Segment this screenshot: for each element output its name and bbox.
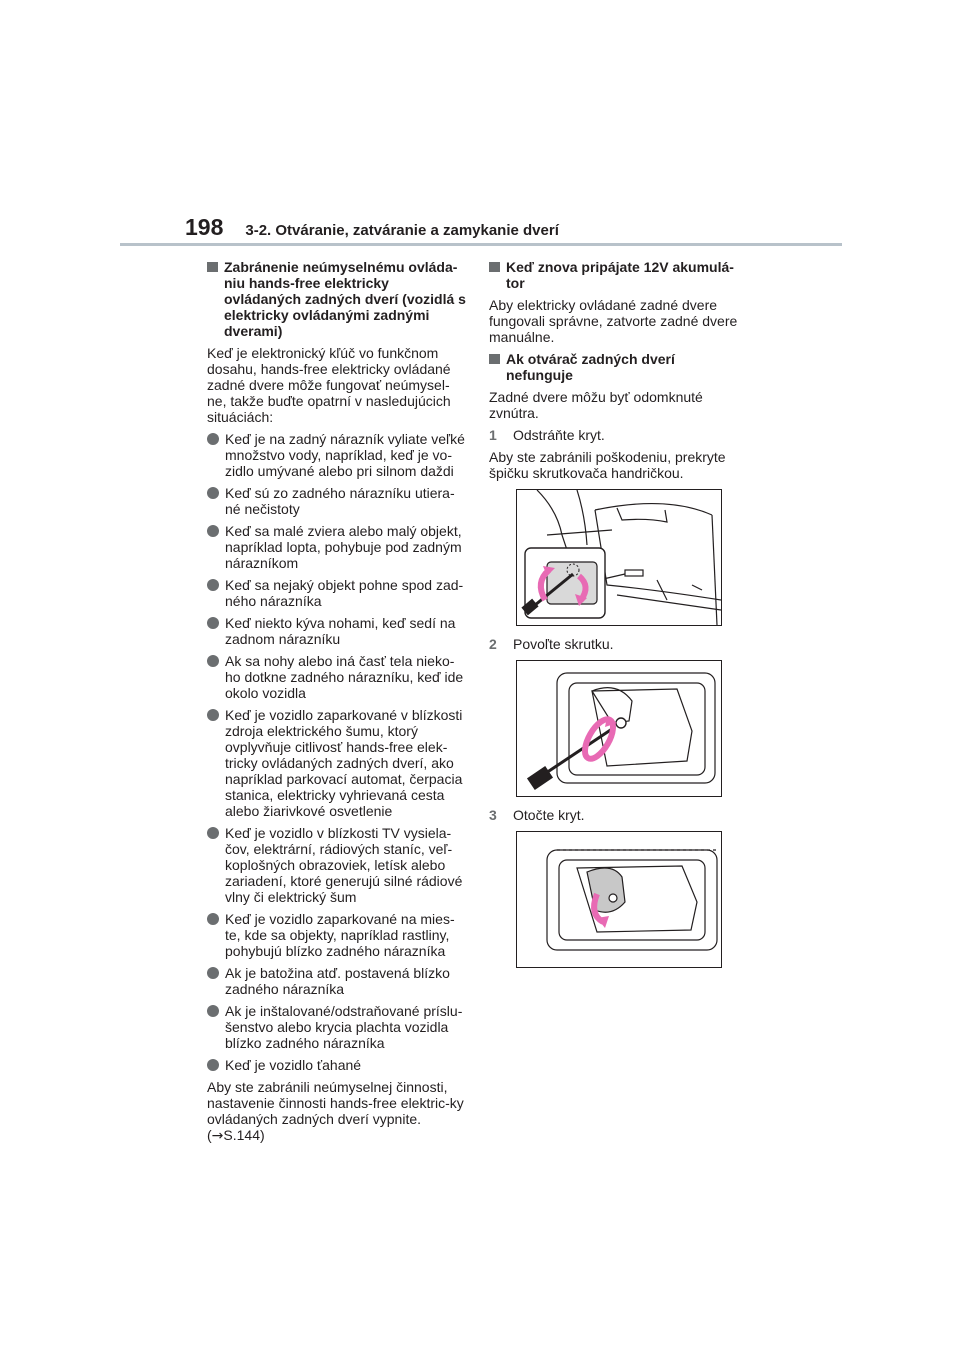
round-bullet-icon [207,433,219,445]
situation-list [207,431,469,1073]
figure-rotate-cover [516,831,722,968]
page-reference-link[interactable]: S.144 [223,1127,260,1143]
screw-head [609,894,617,902]
screw-head [616,718,626,728]
round-bullet-icon [207,827,219,839]
reference-arrow-icon: → [211,1128,224,1144]
list-item-text: Keď niekto kýva nohami, keď sedí na zadnom nárazníku [225,615,456,647]
list-item-text: Keď je vozidlo zaparkované na mies-te, kde sa objekty, napríklad rastliny, pohybujú blízko zadného nárazníka [225,911,455,959]
square-bullet-icon [489,354,500,364]
figure-loosen-screw [516,660,722,797]
list-item-text: Ak je inštalované/odstraňované príslu-šenstvo alebo krycia plachta vozidla blízko zadného nárazníka [225,1003,463,1051]
step-text: Povoľte skrutku. [513,636,614,652]
page-header [185,214,559,241]
list-item [207,485,469,517]
opener-paragraph: Zadné dvere môžu byť odomknuté zvnútra. [489,389,703,421]
round-bullet-icon [207,1059,219,1071]
right-column [489,259,745,978]
figure-remove-cover [516,489,722,626]
list-item-text: Keď sa malé zviera alebo malý objekt, napríklad lopta, pohybuje pod zadným nárazníkom [225,523,462,571]
list-item [207,1057,469,1073]
list-item-text: Keď sú zo zadného nárazníku utiera-né nečistoty [225,485,455,517]
step-1 [489,427,745,443]
round-bullet-icon [207,655,219,667]
screw-illustration [517,661,721,796]
round-bullet-icon [207,525,219,537]
battery-paragraph: Aby elektricky ovládané zadné dvere fungovali správne, zatvorte zadné dvere manuálne. [489,297,738,345]
list-item [207,615,469,647]
step-text: Otočte kryt. [513,807,585,823]
round-bullet-icon [207,709,219,721]
round-bullet-icon [207,487,219,499]
right-heading-opener-text: Ak otvárač zadných dverí nefunguje [506,351,675,383]
left-column [207,259,469,1144]
right-heading-opener [489,351,745,383]
step-number: 1 [489,427,497,443]
list-item-text: Keď je na zadný nárazník vyliate veľké množstvo vody, napríklad, keď je vo-zidlo umývané alebo pri silnom daždi [225,431,465,479]
list-item [207,707,469,819]
list-item [207,523,469,571]
round-bullet-icon [207,617,219,629]
list-item [207,577,469,609]
step-number: 3 [489,807,497,823]
left-heading [207,259,469,339]
round-bullet-icon [207,913,219,925]
list-item-text: Ak sa nohy alebo iná časť tela nieko-ho dotkne zadného nárazníku, keď ide okolo vozidla [225,653,464,701]
round-bullet-icon [207,579,219,591]
step-3 [489,807,745,823]
step-2 [489,636,745,652]
round-bullet-icon [207,967,219,979]
list-item [207,431,469,479]
list-item-text: Keď sa nejaký objekt pohne spod zad-ného nárazníka [225,577,464,609]
tailgate-illustration [517,490,721,625]
step-number: 2 [489,636,497,652]
left-heading-text: Zabránenie neúmyselnému ovláda-niu hands-free elektricky ovládaných zadných dverí (vozidlá s elektricky ovládanými zadnými dverami) [224,259,466,339]
square-bullet-icon [489,262,500,272]
step-text: Odstráňte kryt. [513,427,605,443]
list-item [207,653,469,701]
list-item-text: Keď je vozidlo v blízkosti TV vysiela-čov, elektrární, rádiových staníc, veľ-koplošných obrazoviek, letísk alebo zariadení, ktoré generujú silné rádiové vlny či elektrický šum [225,825,463,905]
left-intro: Keď je elektronický kľúč vo funkčnom dosahu, hands-free elektricky ovládané zadné dvere môže fungovať neúmysel-ne, takže buďte opatrní v nasledujúcich situáciách: [207,345,451,425]
left-outro-text: Aby ste zabránili neúmyselnej činnosti, nastavenie činnosti hands-free elektric-ky ovládaných zadných dverí vypnite. [207,1079,464,1127]
section-title: 3-2. Otváranie, zatváranie a zamykanie dverí [245,222,559,239]
right-heading-battery-text: Keď znova pripájate 12V akumulá-tor [506,259,734,291]
header-divider [120,243,842,246]
list-item-text: Ak je batožina atď. postavená blízko zadného nárazníka [225,965,450,997]
square-bullet-icon [207,262,218,272]
list-item [207,1003,469,1051]
list-item [207,965,469,997]
right-heading-battery [489,259,745,291]
left-outro: Aby ste zabránili neúmyselnej činnosti, nastavenie činnosti hands-free elektric-ky ovládaných zadných dverí vypnite. (→S.144) [207,1079,464,1144]
round-bullet-icon [207,1005,219,1017]
list-item-text: Keď je vozidlo zaparkované v blízkosti zdroja elektrického šumu, ktorý ovplyvňuje citlivosť hands-free elek-tricky ovládaných zadných dverí, ako napríklad parkovací automat, čerpacia stanica, elektricky vyhrievaná cesta alebo žiarivkové osvetlenie [225,707,463,819]
list-item [207,825,469,905]
list-item [207,911,469,959]
cover-rotate-illustration [517,832,721,967]
list-item-text: Keď je vozidlo ťahané [225,1057,362,1073]
page-number: 198 [185,214,224,240]
step-1-note: Aby ste zabránili poškodeniu, prekryte špičku skrutkovača handričkou. [489,449,726,481]
